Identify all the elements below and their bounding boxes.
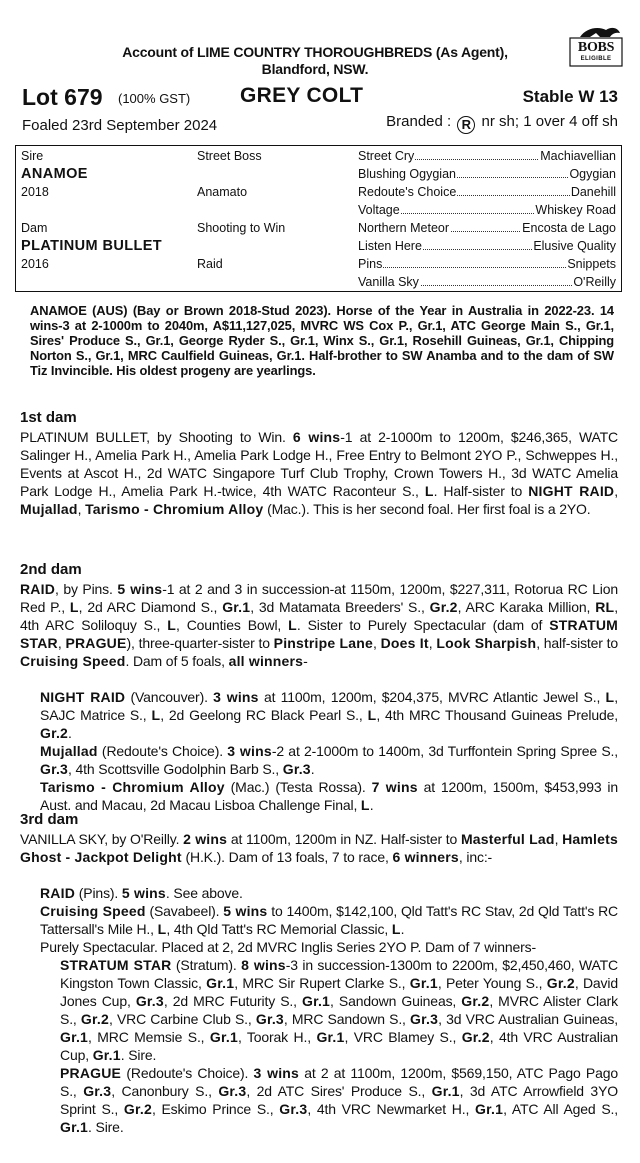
lot-description: GREY COLT	[240, 84, 364, 107]
pedigree-table	[15, 145, 622, 292]
grandparent-sire: Snippets	[567, 257, 616, 271]
grandparent-row	[358, 255, 616, 273]
tarismo-text: Tarismo - Chromium Alloy (Mac.) (Testa Rossa). 7 wins at 1200m, 1500m, $453,993 in Aust. and Macau, 2d Macau Lisboa Challenge Final, L.	[40, 779, 619, 813]
stable-number: Stable W 13	[522, 87, 618, 106]
grandparent-sire: O'Reilly	[573, 275, 616, 289]
raid-text: RAID, by Pins. 5 wins-1 at 2 and 3 in succession-at 1150m, 1200m, $227,311, Rotorua RC Lion Red P., L, 2d ARC Diamond S., Gr.1, 3d Matamata Breeders' S., Gr.2, ARC Karaka Million, RL, 4th ARC Soliloquy S., L, Counties Bowl, L. Sister to Purely Spectacular (dam of STRATUM STAR, PRAGUE), three-quarter-sister to Pinstripe Lane, Does It, Look Sharpish, half-sister to Cruising Speed. Dam of 5 foals, all winners-	[20, 581, 619, 669]
brand-mark-icon: R	[457, 116, 475, 134]
grandparent-row	[358, 273, 616, 291]
grandparent-name: Street Cry	[358, 149, 415, 163]
grandparent-sire: Machiavellian	[540, 149, 616, 163]
grandparent-sire: Elusive Quality	[533, 239, 616, 253]
grandparent-name: Vanilla Sky	[358, 275, 419, 289]
sire-label: Sire	[21, 149, 44, 163]
mujallad-text: Mujallad (Redoute's Choice). 3 wins-2 at 2-1000m to 1400m, 3d Turffontein Spring Spree S., Gr.3, 4th Scottsville Godolphin Barb S., Gr.3.	[40, 743, 618, 777]
night-raid-text: NIGHT RAID (Vancouver). 3 wins at 1100m, 1200m, $204,375, MVRC Atlantic Jewel S., L, SAJC Matrice S., L, 2d Geelong RC Black Pearl S., L, 4th MRC Thousand Guineas Prelude, Gr.2.	[40, 689, 619, 741]
sire-name: ANAMOE	[21, 166, 88, 182]
grandparent-sire: Ogygian	[569, 167, 616, 181]
vanilla-sky-text: VANILLA SKY, by O'Reilly. 2 wins at 1100m, 1200m in NZ. Half-sister to Masterful Lad, Hamlets Ghost - Jackpot Delight (H.K.). Dam of 13 foals, 7 to race, 6 winners, inc:-	[20, 831, 618, 865]
lot-number: Lot 679	[22, 84, 103, 110]
vendor-line-2: Blandford, NSW.	[261, 61, 369, 77]
gst-note: (100% GST)	[118, 91, 191, 106]
dam-label: Dam	[21, 221, 48, 235]
grandparent-row	[358, 147, 616, 165]
grandparent-name: Northern Meteor	[358, 221, 450, 235]
sire-year: 2018	[21, 185, 49, 199]
branded-label: Branded :	[386, 113, 452, 130]
grandparent-row	[358, 165, 616, 183]
branded-description: nr sh; 1 over 4 off sh	[481, 113, 618, 130]
grandparent-sire: Encosta de Lago	[522, 221, 616, 235]
grandparent-row	[358, 201, 616, 219]
grandparent-name: Pins	[358, 257, 383, 271]
second-dam-heading: 2nd dam	[20, 561, 82, 578]
first-dam-heading: 1st dam	[20, 409, 77, 426]
grandparent-row	[358, 219, 616, 237]
sire-dam: Anamato	[197, 185, 248, 199]
cruising-speed-text: Cruising Speed (Savabeel). 5 wins to 1400m, $142,100, Qld Tatt's RC Stav, 2d Qld Tatt's RC Tattersall's Mile H., L, 4th Qld Tatt's RC Memorial Classic, L.	[40, 903, 619, 937]
bobs-eligible-logo	[566, 24, 624, 68]
dam-year: 2016	[21, 257, 49, 271]
dam-name: PLATINUM BULLET	[21, 238, 163, 254]
stratum-star-text: STRATUM STAR (Stratum). 8 wins-3 in succession-1300m to 2200m, $2,450,460, WATC Kingston Town Classic, Gr.1, MRC Sir Rupert Clarke S., Gr.1, Peter Young S., Gr.2, David Jones Cup, Gr.3, 2d MRC Futurity S., Gr.1, Sandown Guineas, Gr.2, MVRC Alister Clark S., Gr.2, VRC Carbine Club S., Gr.3, MRC Sandown S., Gr.3, 3d VRC Australian Guineas, Gr.1, MRC Memsie S., Gr.1, Toorak H., Gr.1, VRC Blamey S., Gr.2, 4th VRC Australian Cup, Gr.1. Sire.	[60, 957, 619, 1063]
vendor-account	[70, 44, 560, 78]
grandparent-row	[358, 183, 616, 201]
sire-sire: Street Boss	[197, 149, 262, 163]
prague-text: PRAGUE (Redoute's Choice). 3 wins at 2 at 1100m, 1200m, $569,150, ATC Pago Pago S., Gr.3, Canonbury S., Gr.3, 2d ATC Sires' Produce S., Gr.1, 3d ATC Arrowfield 3YO Sprint S., Gr.2, Eskimo Prince S., Gr.3, 4th VRC Newmarket H., Gr.1, ATC All Aged S., Gr.1. Sire.	[60, 1065, 619, 1135]
third-dam-heading: 3rd dam	[20, 811, 79, 828]
first-dam-text: PLATINUM BULLET, by Shooting to Win. 6 wins-1 at 2-1000m to 1200m, $246,365, WATC Salinger H., Amelia Park H., Amelia Park Lodge H., Free Entry to Belmont 2YO P., Schweppes H., Events at Ascot H., 2d WATC Singapore Turf Club Trophy, Crown Towers H., 3d WATC Amelia Park Lodge H., Amelia Park H.-twice, 4th WATC Raconteur S., L. Half-sister to NIGHT RAID, Mujallad, Tarismo - Chromium Alloy (Mac.). This is her second foal. Her first foal is a 2YO.	[20, 429, 619, 517]
grandparent-row	[358, 237, 616, 255]
branded-line	[386, 113, 618, 134]
lot-line	[22, 84, 618, 110]
grandparent-sire: Whiskey Road	[535, 203, 616, 217]
foaled-date: Foaled 23rd September 2024	[22, 117, 218, 134]
dam-sire: Shooting to Win	[197, 221, 286, 235]
purely-spectacular-text: Purely Spectacular. Placed at 2, 2d MVRC Inglis Series 2YO P. Dam of 7 winners-	[40, 939, 537, 955]
grandparent-sire: Danehill	[570, 185, 616, 199]
vendor-line-1: Account of LIME COUNTRY THOROUGHBREDS (As Agent),	[122, 44, 508, 60]
logo-text: BOBS	[577, 40, 615, 55]
raid-summary-text: RAID (Pins). 5 wins. See above.	[40, 885, 243, 901]
sire-blurb: ANAMOE (AUS) (Bay or Brown 2018-Stud 2023). Horse of the Year in Australia in 2022-23. 14 wins-3 at 2-1000m to 2040m, A$11,127,025, MVRC WS Cox P., Gr.1, ATC George Main S., Gr.1, Sires' Produce S., Gr.1, George Ryder S., Gr.1, Winx S., Gr.1, Rosehill Guineas, Gr.1, Chipping Norton S., Gr.1, MRC Caulfield Guineas, Gr.1. Half-brother to SW Anamba and to the dam of SW Tiz Invincible. His oldest progeny are yearlings.	[30, 303, 614, 378]
grandparent-name: Blushing Ogygian	[358, 167, 456, 181]
logo-subtext: ELIGIBLE	[580, 56, 612, 62]
grandparent-name: Redoute's Choice	[358, 185, 457, 199]
grandparent-name: Listen Here	[358, 239, 422, 253]
grandparent-name: Voltage	[358, 203, 400, 217]
dam-dam: Raid	[197, 257, 223, 271]
